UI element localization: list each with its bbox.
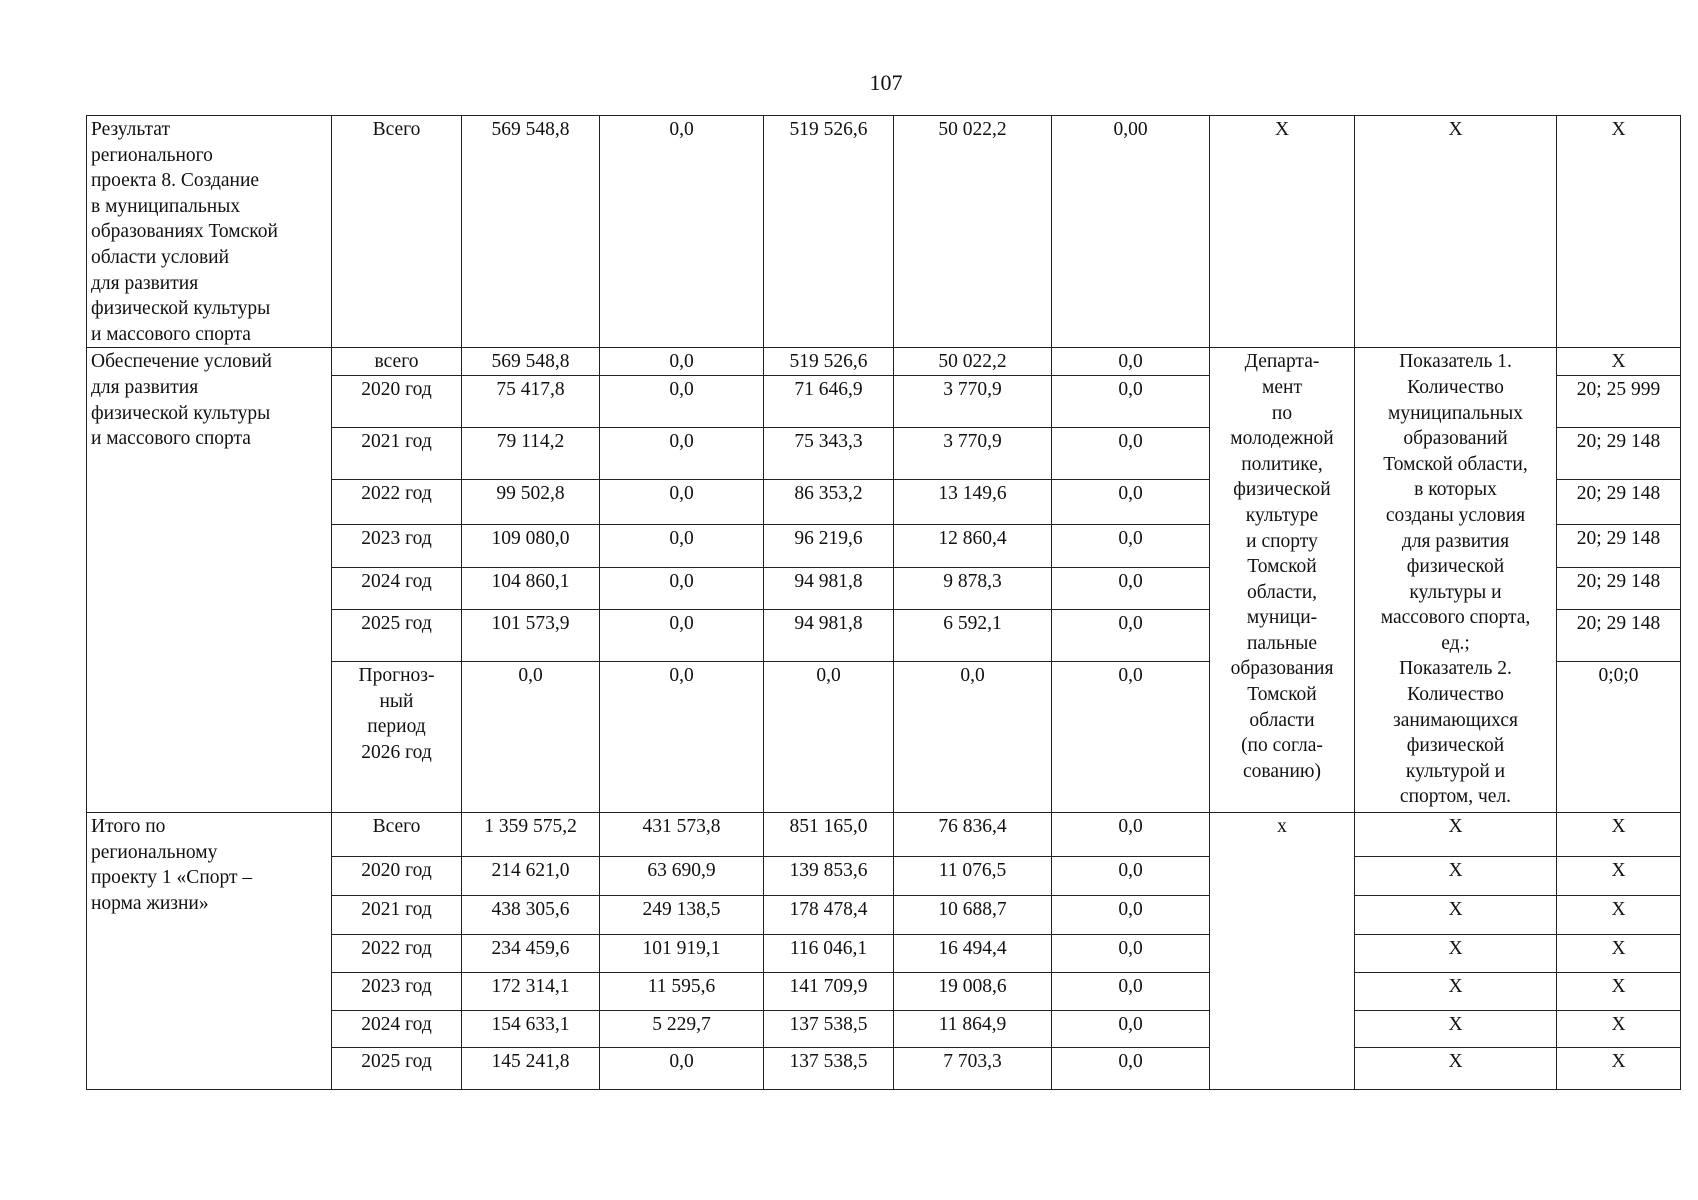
indicator-cell: X [1355, 1047, 1557, 1089]
responsible-cell: х [1210, 812, 1355, 1089]
page-number: 107 [869, 70, 903, 95]
value-cell: 569 548,8 [462, 116, 600, 348]
period-cell: Всего [332, 116, 462, 348]
result-name-cell: Результат регионального проекта 8. Создание в муниципальных образованиях Томской области условий для развития физической культуры и массового спорта [87, 116, 332, 348]
value-cell: 12 860,4 [894, 524, 1052, 567]
value-cell: 0,0 [600, 427, 764, 479]
value-cell: 116 046,1 [764, 934, 894, 972]
value-cell: 851 165,0 [764, 812, 894, 856]
period-cell: 2023 год [332, 972, 462, 1010]
value-cell: 214 621,0 [462, 856, 600, 895]
indicator-cell: X [1355, 934, 1557, 972]
indicator-value-cell: X [1557, 1047, 1681, 1089]
value-cell: 101 919,1 [600, 934, 764, 972]
value-cell: 5 229,7 [600, 1010, 764, 1047]
value-cell: 3 770,9 [894, 375, 1052, 427]
value-cell: 0,0 [1052, 479, 1210, 524]
value-cell: 79 114,2 [462, 427, 600, 479]
value-cell: 3 770,9 [894, 427, 1052, 479]
value-cell: 0,0 [600, 524, 764, 567]
period-cell: 2021 год [332, 895, 462, 934]
responsible-cell: X [1210, 116, 1355, 348]
indicator-cell: X [1355, 895, 1557, 934]
value-cell: 0,0 [1052, 1047, 1210, 1089]
value-cell: 0,0 [1052, 895, 1210, 934]
value-cell: 234 459,6 [462, 934, 600, 972]
indicator-cell: X [1355, 972, 1557, 1010]
indicator-value-cell: 20; 29 148 [1557, 524, 1681, 567]
value-cell: 0,0 [1052, 609, 1210, 661]
value-cell: 0,0 [764, 661, 894, 812]
value-cell: 172 314,1 [462, 972, 600, 1010]
indicator-cell: X [1355, 116, 1557, 348]
measure-name-cell: Обеспечение условий для развития физической культуры и массового спорта [87, 348, 332, 813]
responsible-cell: Департа- мент по молодежной политике, физической культуре и спорту Томской области, муници- пальные образования Томской области (по согла- сованию) [1210, 348, 1355, 813]
value-cell: 0,0 [1052, 972, 1210, 1010]
period-cell: 2020 год [332, 375, 462, 427]
value-cell: 75 417,8 [462, 375, 600, 427]
value-cell: 438 305,6 [462, 895, 600, 934]
period-cell: 2023 год [332, 524, 462, 567]
value-cell: 6 592,1 [894, 609, 1052, 661]
value-cell: 0,0 [1052, 934, 1210, 972]
value-cell: 94 981,8 [764, 609, 894, 661]
indicator-value-cell: X [1557, 972, 1681, 1010]
period-cell: 2020 год [332, 856, 462, 895]
indicator-value-cell: 20; 29 148 [1557, 479, 1681, 524]
value-cell: 0,0 [1052, 524, 1210, 567]
value-cell: 0,0 [1052, 812, 1210, 856]
indicator-value-cell: X [1557, 856, 1681, 895]
value-cell: 16 494,4 [894, 934, 1052, 972]
value-cell: 519 526,6 [764, 348, 894, 376]
indicator-value-cell: X [1557, 934, 1681, 972]
value-cell: 137 538,5 [764, 1010, 894, 1047]
value-cell: 71 646,9 [764, 375, 894, 427]
value-cell: 0,0 [600, 1047, 764, 1089]
value-cell: 1 359 575,2 [462, 812, 600, 856]
value-cell: 19 008,6 [894, 972, 1052, 1010]
value-cell: 63 690,9 [600, 856, 764, 895]
value-cell: 0,0 [1052, 856, 1210, 895]
indicator-cell: Показатель 1. Количество муниципальных образований Томской области, в которых созданы условия для развития физической культуры и массового спорта, ед.; Показатель 2. Количество занимающихся физической культурой и спортом, чел. [1355, 348, 1557, 813]
value-cell: 11 595,6 [600, 972, 764, 1010]
period-cell: Прогноз- ный период 2026 год [332, 661, 462, 812]
value-cell: 11 864,9 [894, 1010, 1052, 1047]
value-cell: 141 709,9 [764, 972, 894, 1010]
value-cell: 94 981,8 [764, 567, 894, 609]
period-cell: 2024 год [332, 1010, 462, 1047]
value-cell: 0,0 [600, 661, 764, 812]
value-cell: 0,0 [1052, 567, 1210, 609]
period-cell: всего [332, 348, 462, 376]
budget-table [86, 115, 1681, 1090]
value-cell: 0,0 [600, 479, 764, 524]
period-cell: 2024 год [332, 567, 462, 609]
value-cell: 0,0 [1052, 661, 1210, 812]
value-cell: 249 138,5 [600, 895, 764, 934]
indicator-value-cell: X [1557, 116, 1681, 348]
indicator-value-cell: X [1557, 812, 1681, 856]
value-cell: 10 688,7 [894, 895, 1052, 934]
value-cell: 431 573,8 [600, 812, 764, 856]
indicator-value-cell: 20; 25 999 [1557, 375, 1681, 427]
value-cell: 0,0 [600, 609, 764, 661]
period-cell: 2022 год [332, 479, 462, 524]
value-cell: 76 836,4 [894, 812, 1052, 856]
value-cell: 154 633,1 [462, 1010, 600, 1047]
table-row [87, 812, 1681, 856]
value-cell: 11 076,5 [894, 856, 1052, 895]
indicator-value-cell: X [1557, 895, 1681, 934]
value-cell: 145 241,8 [462, 1047, 600, 1089]
indicator-value-cell: 20; 29 148 [1557, 609, 1681, 661]
value-cell: 109 080,0 [462, 524, 600, 567]
indicator-value-cell: X [1557, 348, 1681, 376]
value-cell: 139 853,6 [764, 856, 894, 895]
value-cell: 86 353,2 [764, 479, 894, 524]
value-cell: 0,0 [462, 661, 600, 812]
value-cell: 0,0 [1052, 375, 1210, 427]
indicator-value-cell: X [1557, 1010, 1681, 1047]
value-cell: 0,0 [600, 348, 764, 376]
period-cell: 2022 год [332, 934, 462, 972]
total-name-cell: Итого по региональному проекту 1 «Спорт – норма жизни» [87, 812, 332, 1089]
indicator-value-cell: 20; 29 148 [1557, 567, 1681, 609]
value-cell: 569 548,8 [462, 348, 600, 376]
indicator-cell: X [1355, 1010, 1557, 1047]
value-cell: 0,0 [600, 375, 764, 427]
value-cell: 0,0 [1052, 1010, 1210, 1047]
indicator-value-cell: 0;0;0 [1557, 661, 1681, 812]
value-cell: 178 478,4 [764, 895, 894, 934]
value-cell: 99 502,8 [462, 479, 600, 524]
value-cell: 519 526,6 [764, 116, 894, 348]
value-cell: 96 219,6 [764, 524, 894, 567]
value-cell: 137 538,5 [764, 1047, 894, 1089]
value-cell: 50 022,2 [894, 116, 1052, 348]
value-cell: 13 149,6 [894, 479, 1052, 524]
indicator-value-cell: 20; 29 148 [1557, 427, 1681, 479]
period-cell: Всего [332, 812, 462, 856]
value-cell: 0,0 [600, 116, 764, 348]
value-cell: 7 703,3 [894, 1047, 1052, 1089]
period-cell: 2021 год [332, 427, 462, 479]
value-cell: 0,0 [1052, 348, 1210, 376]
value-cell: 0,0 [600, 567, 764, 609]
value-cell: 0,0 [1052, 427, 1210, 479]
value-cell: 0,0 [894, 661, 1052, 812]
value-cell: 50 022,2 [894, 348, 1052, 376]
period-cell: 2025 год [332, 1047, 462, 1089]
table-row [87, 116, 1681, 348]
value-cell: 75 343,3 [764, 427, 894, 479]
value-cell: 104 860,1 [462, 567, 600, 609]
value-cell: 9 878,3 [894, 567, 1052, 609]
period-cell: 2025 год [332, 609, 462, 661]
indicator-cell: X [1355, 812, 1557, 856]
value-cell: 101 573,9 [462, 609, 600, 661]
value-cell: 0,00 [1052, 116, 1210, 348]
indicator-cell: X [1355, 856, 1557, 895]
table-row [87, 348, 1681, 376]
